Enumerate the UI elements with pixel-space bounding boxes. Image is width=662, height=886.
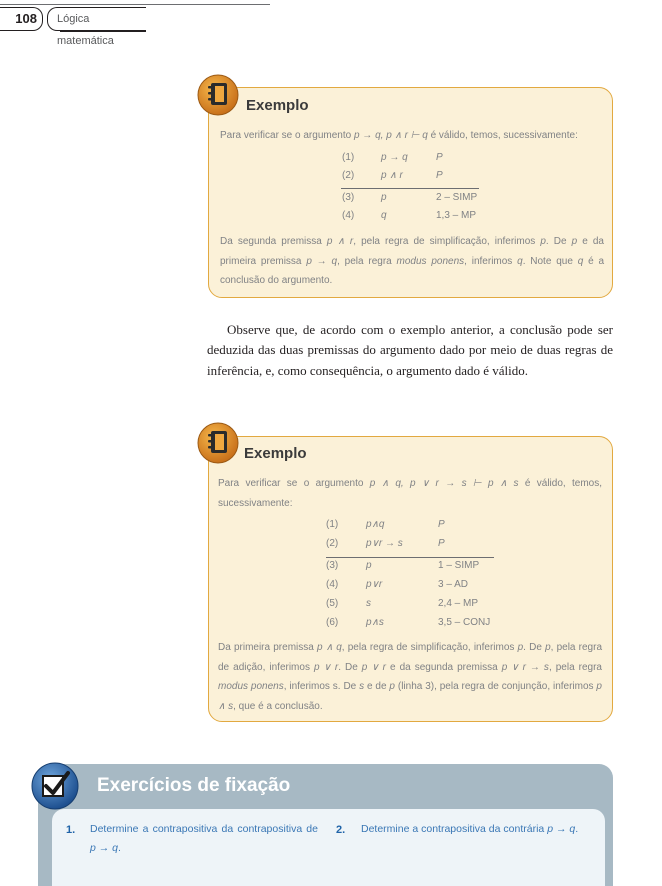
example-title-2: Exemplo [244, 445, 307, 462]
example-explanation-2: Da primeira premissa p ∧ q, pela regra de simplificação, inferimos p. De p, pela regra de adição, inferimos p ∨ r. De p ∨ r e da segunda premissa p ∨ r → s, pela regra modus ponens, inferimos s. De s e de p (linha 3), pela regra de conjunção, inferimos p ∧ s, que é a conclusão. [218, 642, 603, 712]
example-intro-2: Para verificar se o argumento p ∧ q, p ∨ r → s ⊢ p ∧ s é válido, temos, sucessivamente: [218, 478, 603, 509]
exercises-title: Exercícios de fixação [97, 775, 291, 796]
notebook-icon [196, 73, 240, 117]
exercise-item-2: Determine a contrapositiva da contrária p → q. [361, 823, 579, 835]
body-paragraph: Observe que, de acordo com o exemplo anterior, a conclusão pode ser deduzida das duas premissas do argumento dado por meio de duas regras de inferência, e, como consequência, o argumento dado é válido. [207, 322, 613, 378]
exercise-item-1: Determine a contrapositiva da contrapositiva de p → q. [90, 823, 318, 854]
header-underline [60, 31, 146, 32]
book-title: Lógica matemática [47, 7, 146, 31]
page-number: 108 [0, 7, 43, 31]
notebook-icon [196, 421, 240, 465]
derivation-table-2: (1) p∧q P (2) p∨r → s P (3) p 1 – SIMP (4) p∨r 3 – AD (5) s 2,4 – MP (6) p∧s 3,5 – CONJ [326, 516, 496, 636]
example-explanation-1: Da segunda premissa p ∧ r, pela regra de simplificação, inferimos p. De p e da primeira premissa p → q, pela regra modus ponens, inferimos q. Note que q é a conclusão do argumento. [220, 236, 605, 286]
header-rule [0, 4, 270, 5]
example-intro-1: Para verificar se o argumento p → q, p ∧ r ⊢ q é válido, temos, sucessivamente: [220, 130, 578, 141]
exercise-number: 1. [66, 824, 76, 836]
derivation-table-1: (1) p → q P (2) p ∧ r P (3) p 2 – SIMP (4) q 1,3 – MP [342, 152, 478, 221]
example-title-1: Exemplo [246, 97, 309, 114]
checkbox-icon [30, 761, 80, 811]
exercise-number: 2. [336, 824, 346, 836]
